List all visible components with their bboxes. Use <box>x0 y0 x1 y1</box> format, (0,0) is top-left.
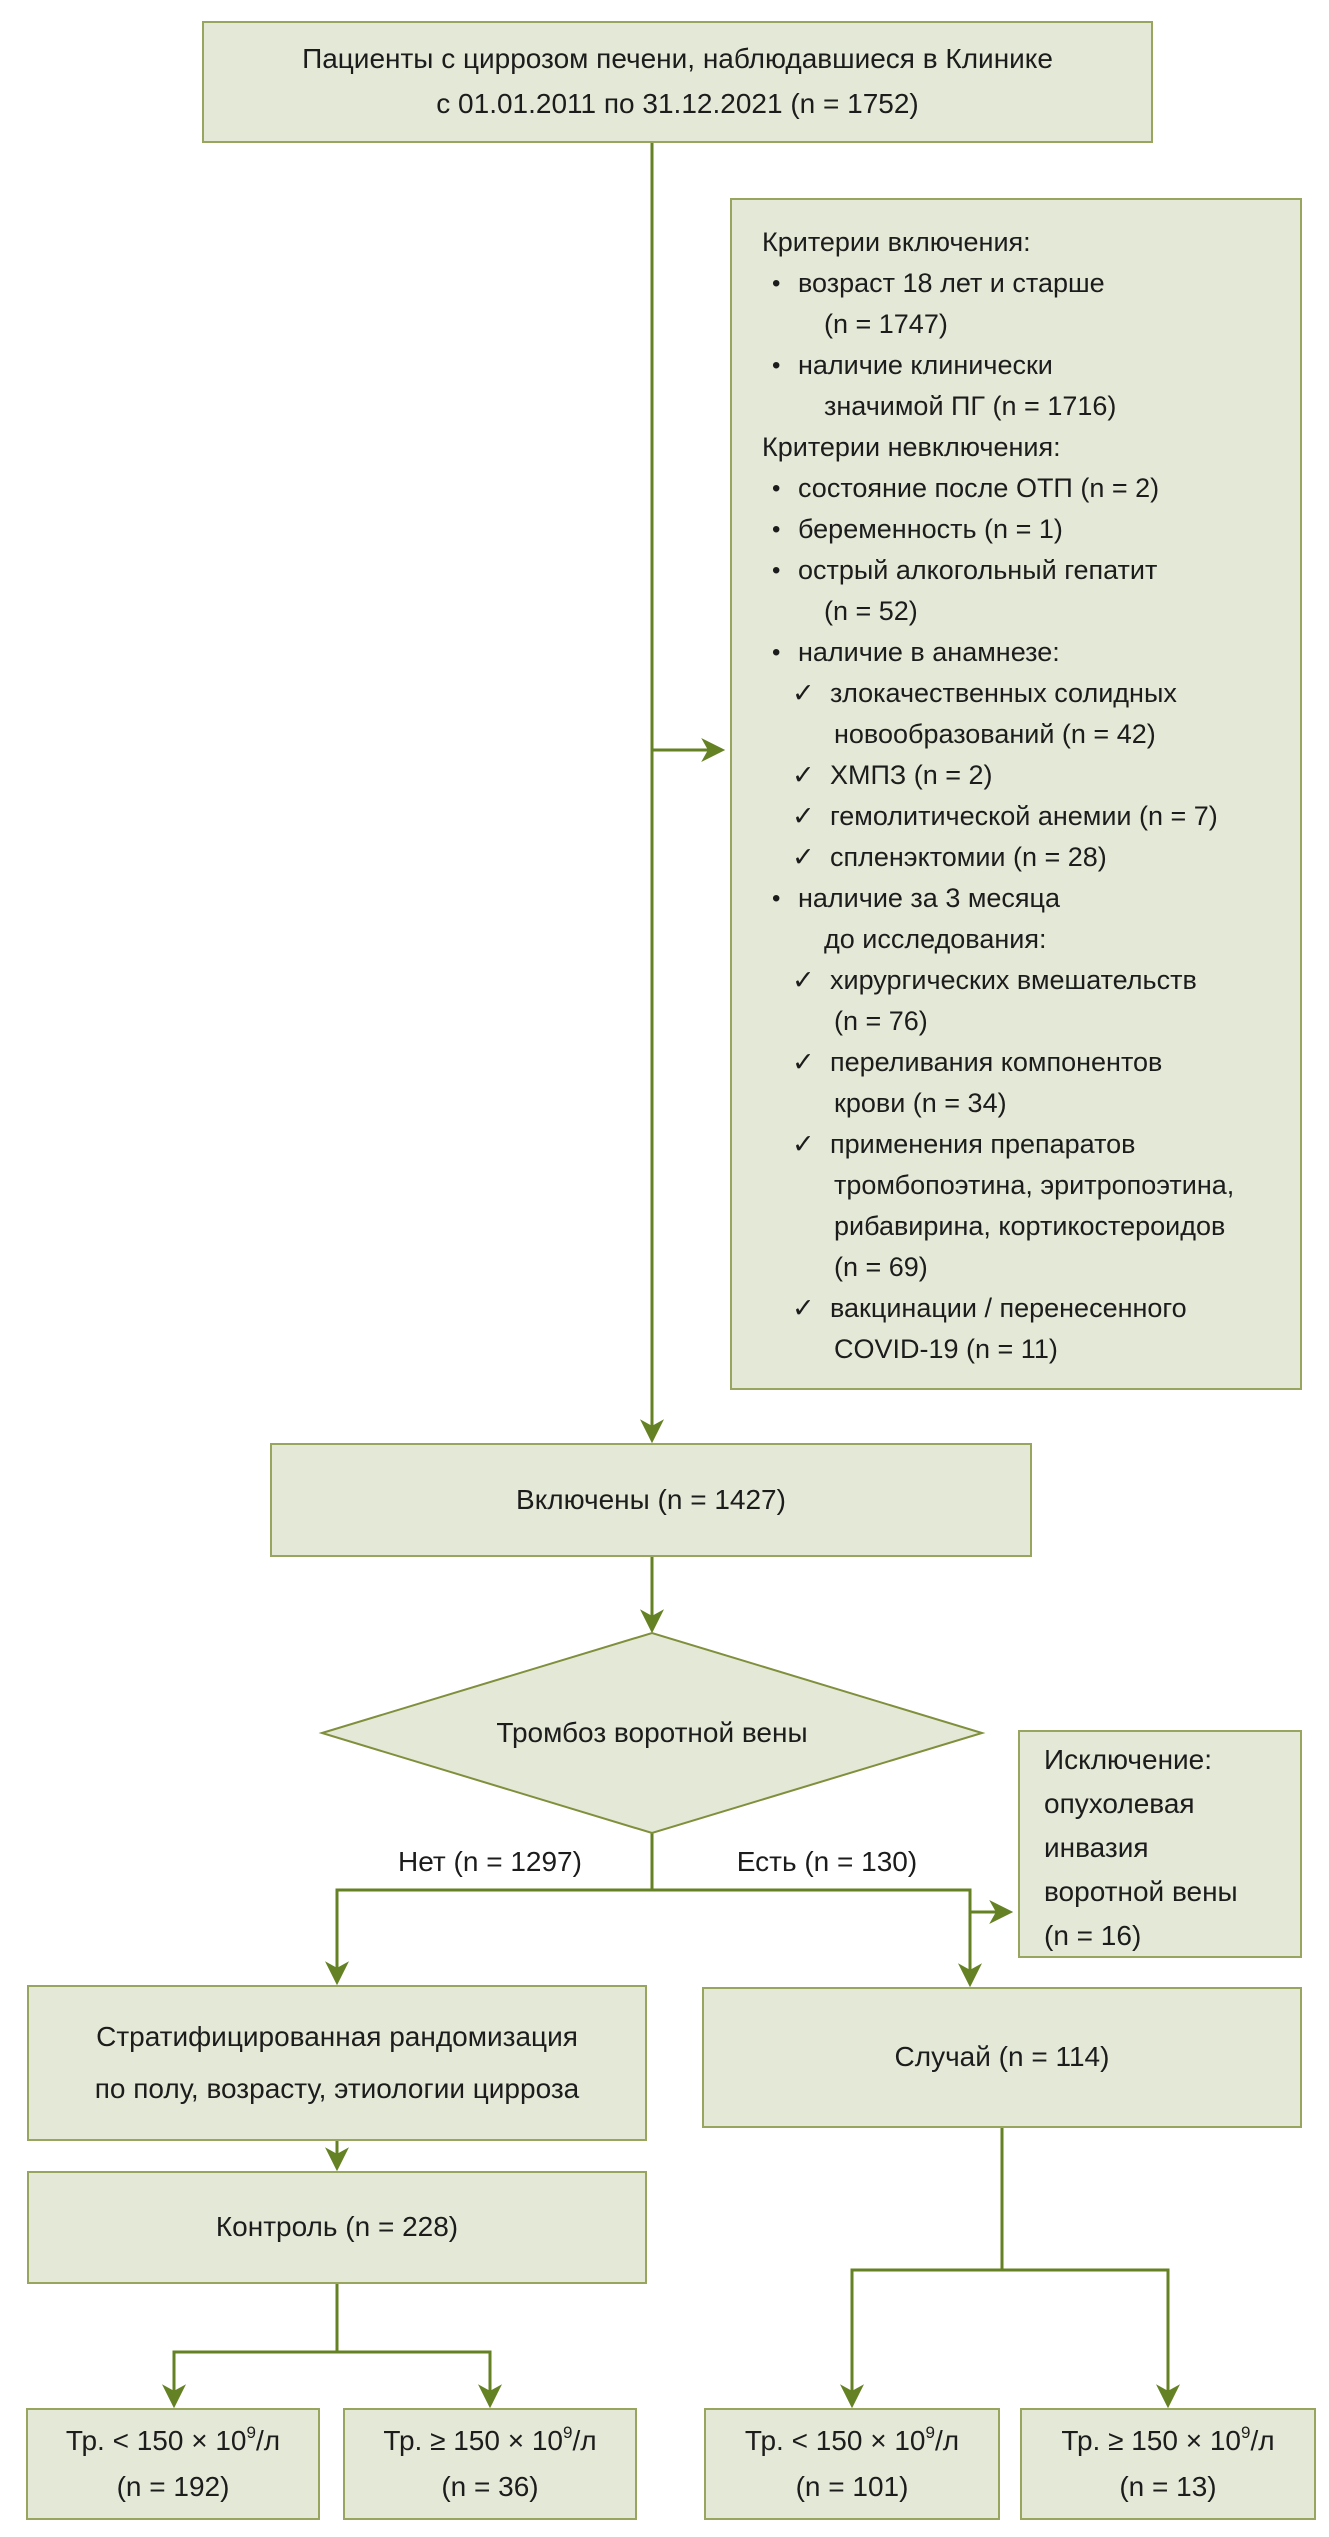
node-exclusion <box>1018 1730 1302 1958</box>
node-randomization-line2: по полу, возрасту, этиологии цирроза <box>94 2073 580 2104</box>
criteria-item <box>732 837 1290 878</box>
outcome-superscript: 9 <box>246 2422 256 2442</box>
text-line: тромбопоэтина, эритропоэтина, <box>834 1170 1235 1200</box>
node-control-label: Контроль (n = 228) <box>215 2211 459 2243</box>
text-line: наличие клинически <box>798 350 1053 380</box>
node-randomization <box>27 1985 647 2141</box>
criteria-item-text <box>798 632 1290 673</box>
text-line: воротной вены <box>1044 1876 1238 1907</box>
check-icon: ✓ <box>792 1293 815 1323</box>
text-line: рибавирина, кортикостероидов <box>834 1211 1226 1241</box>
criteria-item <box>732 755 1290 796</box>
node-control <box>27 2171 647 2284</box>
outcome-pre: Тр. < 150 × 10 <box>65 2425 247 2456</box>
outcome-line1 <box>66 2418 280 2464</box>
criteria-item-text <box>762 222 1290 263</box>
outcome-line2: (n = 192) <box>116 2471 230 2502</box>
criteria-item-text <box>830 755 1290 796</box>
text-line: возраст 18 лет и старше <box>798 268 1105 298</box>
node-outcome-control-low <box>26 2408 320 2520</box>
criteria-item <box>732 427 1290 468</box>
criteria-item <box>732 1124 1290 1288</box>
text-line: переливания компонентов <box>830 1047 1163 1077</box>
text-line: острый алкогольный гепатит <box>798 555 1158 585</box>
node-randomization-line1: Стратифицированная рандомизация <box>96 2021 578 2053</box>
criteria-item <box>732 263 1290 345</box>
text-line: состояние после ОТП (n = 2) <box>798 473 1160 503</box>
criteria-item-text <box>830 1042 1290 1124</box>
node-patients-line2: с 01.01.2011 по 31.12.2021 (n = 1752) <box>436 88 919 119</box>
text-line: (n = 52) <box>824 596 918 626</box>
node-outcome-case-high <box>1020 2408 1316 2520</box>
node-case <box>702 1987 1302 2128</box>
outcome-post: /л <box>572 2425 597 2456</box>
node-included-label: Включены (n = 1427) <box>516 1483 786 1515</box>
text-line: наличие за 3 месяца <box>798 883 1061 913</box>
text-line: беременность (n = 1) <box>798 514 1063 544</box>
text-line: Исключение: <box>1044 1744 1213 1775</box>
bullet-icon: • <box>772 352 781 379</box>
outcome-line2: (n = 13) <box>1119 2471 1217 2502</box>
criteria-item-text <box>798 509 1290 550</box>
text-line: спленэктомии (n = 28) <box>830 842 1107 872</box>
check-icon: ✓ <box>792 801 815 831</box>
text-line: COVID-19 (n = 11) <box>834 1334 1058 1364</box>
outcome-post: /л <box>1250 2425 1275 2456</box>
outcome-superscript: 9 <box>563 2422 573 2442</box>
outcome-pre: Тр. ≥ 150 × 10 <box>1061 2425 1241 2456</box>
outcome-superscript: 9 <box>925 2422 935 2442</box>
criteria-item-text <box>830 1124 1290 1288</box>
criteria-item <box>732 878 1290 960</box>
bullet-icon: • <box>772 639 781 666</box>
check-icon: ✓ <box>792 965 815 995</box>
node-patients <box>202 21 1153 143</box>
outcome-line1 <box>383 2418 596 2464</box>
criteria-item-text <box>798 345 1290 427</box>
text-line: новообразований (n = 42) <box>834 719 1156 749</box>
node-criteria <box>730 198 1302 1390</box>
criteria-item <box>732 1288 1290 1370</box>
text-line: злокачественных солидных <box>830 678 1177 708</box>
criteria-item-text <box>798 468 1290 509</box>
check-icon: ✓ <box>792 678 815 708</box>
criteria-item <box>732 468 1290 509</box>
criteria-item <box>732 1042 1290 1124</box>
outcome-line2: (n = 101) <box>795 2471 909 2502</box>
criteria-item-text <box>762 427 1290 468</box>
check-icon: ✓ <box>792 842 815 872</box>
criteria-item-text <box>798 878 1290 960</box>
outcome-pre: Тр. < 150 × 10 <box>744 2425 926 2456</box>
check-icon: ✓ <box>792 1129 815 1159</box>
outcome-post: /л <box>934 2425 960 2456</box>
bullet-icon: • <box>772 516 781 543</box>
branch-label-yes: Есть (n = 130) <box>736 1846 918 1877</box>
text-line: значимой ПГ (n = 1716) <box>824 391 1117 421</box>
outcome-pre: Тр. ≥ 150 × 10 <box>383 2425 563 2456</box>
text-line: наличие в анамнезе: <box>798 637 1060 667</box>
text-line: (n = 69) <box>834 1252 928 1282</box>
bullet-icon: • <box>772 885 781 912</box>
node-included <box>270 1443 1032 1557</box>
criteria-item <box>732 345 1290 427</box>
text-line: вакцинации / перенесенного <box>830 1293 1187 1323</box>
bullet-icon: • <box>772 557 781 584</box>
outcome-post: /л <box>255 2425 281 2456</box>
text-line: (n = 76) <box>834 1006 928 1036</box>
branch-label-no: Нет (n = 1297) <box>398 1846 582 1877</box>
criteria-item-text <box>830 673 1290 755</box>
bullet-icon: • <box>772 475 781 502</box>
criteria-item-text <box>798 550 1290 632</box>
node-outcome-case-low <box>704 2408 1000 2520</box>
text-line: (n = 1747) <box>824 309 948 339</box>
criteria-item <box>732 222 1290 263</box>
check-icon: ✓ <box>792 1047 815 1077</box>
check-icon: ✓ <box>792 760 815 790</box>
node-patients-line1: Пациенты с циррозом печени, наблюдавшиеся в Клинике <box>302 43 1053 75</box>
text-line: применения препаратов <box>830 1129 1136 1159</box>
text-line: хирургических вмешательств <box>830 965 1197 995</box>
criteria-item <box>732 796 1290 837</box>
text-line: опухолевая <box>1044 1788 1195 1819</box>
outcome-line1 <box>1061 2418 1274 2464</box>
bullet-icon: • <box>772 270 781 297</box>
criteria-item <box>732 632 1290 673</box>
node-case-label: Случай (n = 114) <box>894 2041 1110 2073</box>
criteria-item <box>732 960 1290 1042</box>
criteria-item <box>732 673 1290 755</box>
outcome-line1 <box>745 2418 959 2464</box>
outcome-superscript: 9 <box>1241 2422 1251 2442</box>
decision-diamond-label: Тромбоз воротной вены <box>496 1717 808 1748</box>
text-line: Критерии невключения: <box>762 432 1061 462</box>
criteria-item <box>732 509 1290 550</box>
text-line: гемолитической анемии (n = 7) <box>830 801 1218 831</box>
criteria-item-text <box>798 263 1290 345</box>
text-line: крови (n = 34) <box>834 1088 1007 1118</box>
text-line: ХМПЗ (n = 2) <box>830 760 993 790</box>
criteria-item-text <box>830 1288 1290 1370</box>
criteria-item-text <box>830 837 1290 878</box>
text-line: (n = 16) <box>1044 1920 1142 1951</box>
criteria-item-text <box>830 960 1290 1042</box>
text-line: инвазия <box>1044 1832 1149 1863</box>
text-line: Критерии включения: <box>762 227 1031 257</box>
criteria-list <box>732 222 1290 1370</box>
outcome-line2: (n = 36) <box>441 2471 539 2502</box>
criteria-item <box>732 550 1290 632</box>
node-outcome-control-high <box>343 2408 637 2520</box>
text-line: до исследования: <box>824 924 1047 954</box>
criteria-item-text <box>830 796 1290 837</box>
